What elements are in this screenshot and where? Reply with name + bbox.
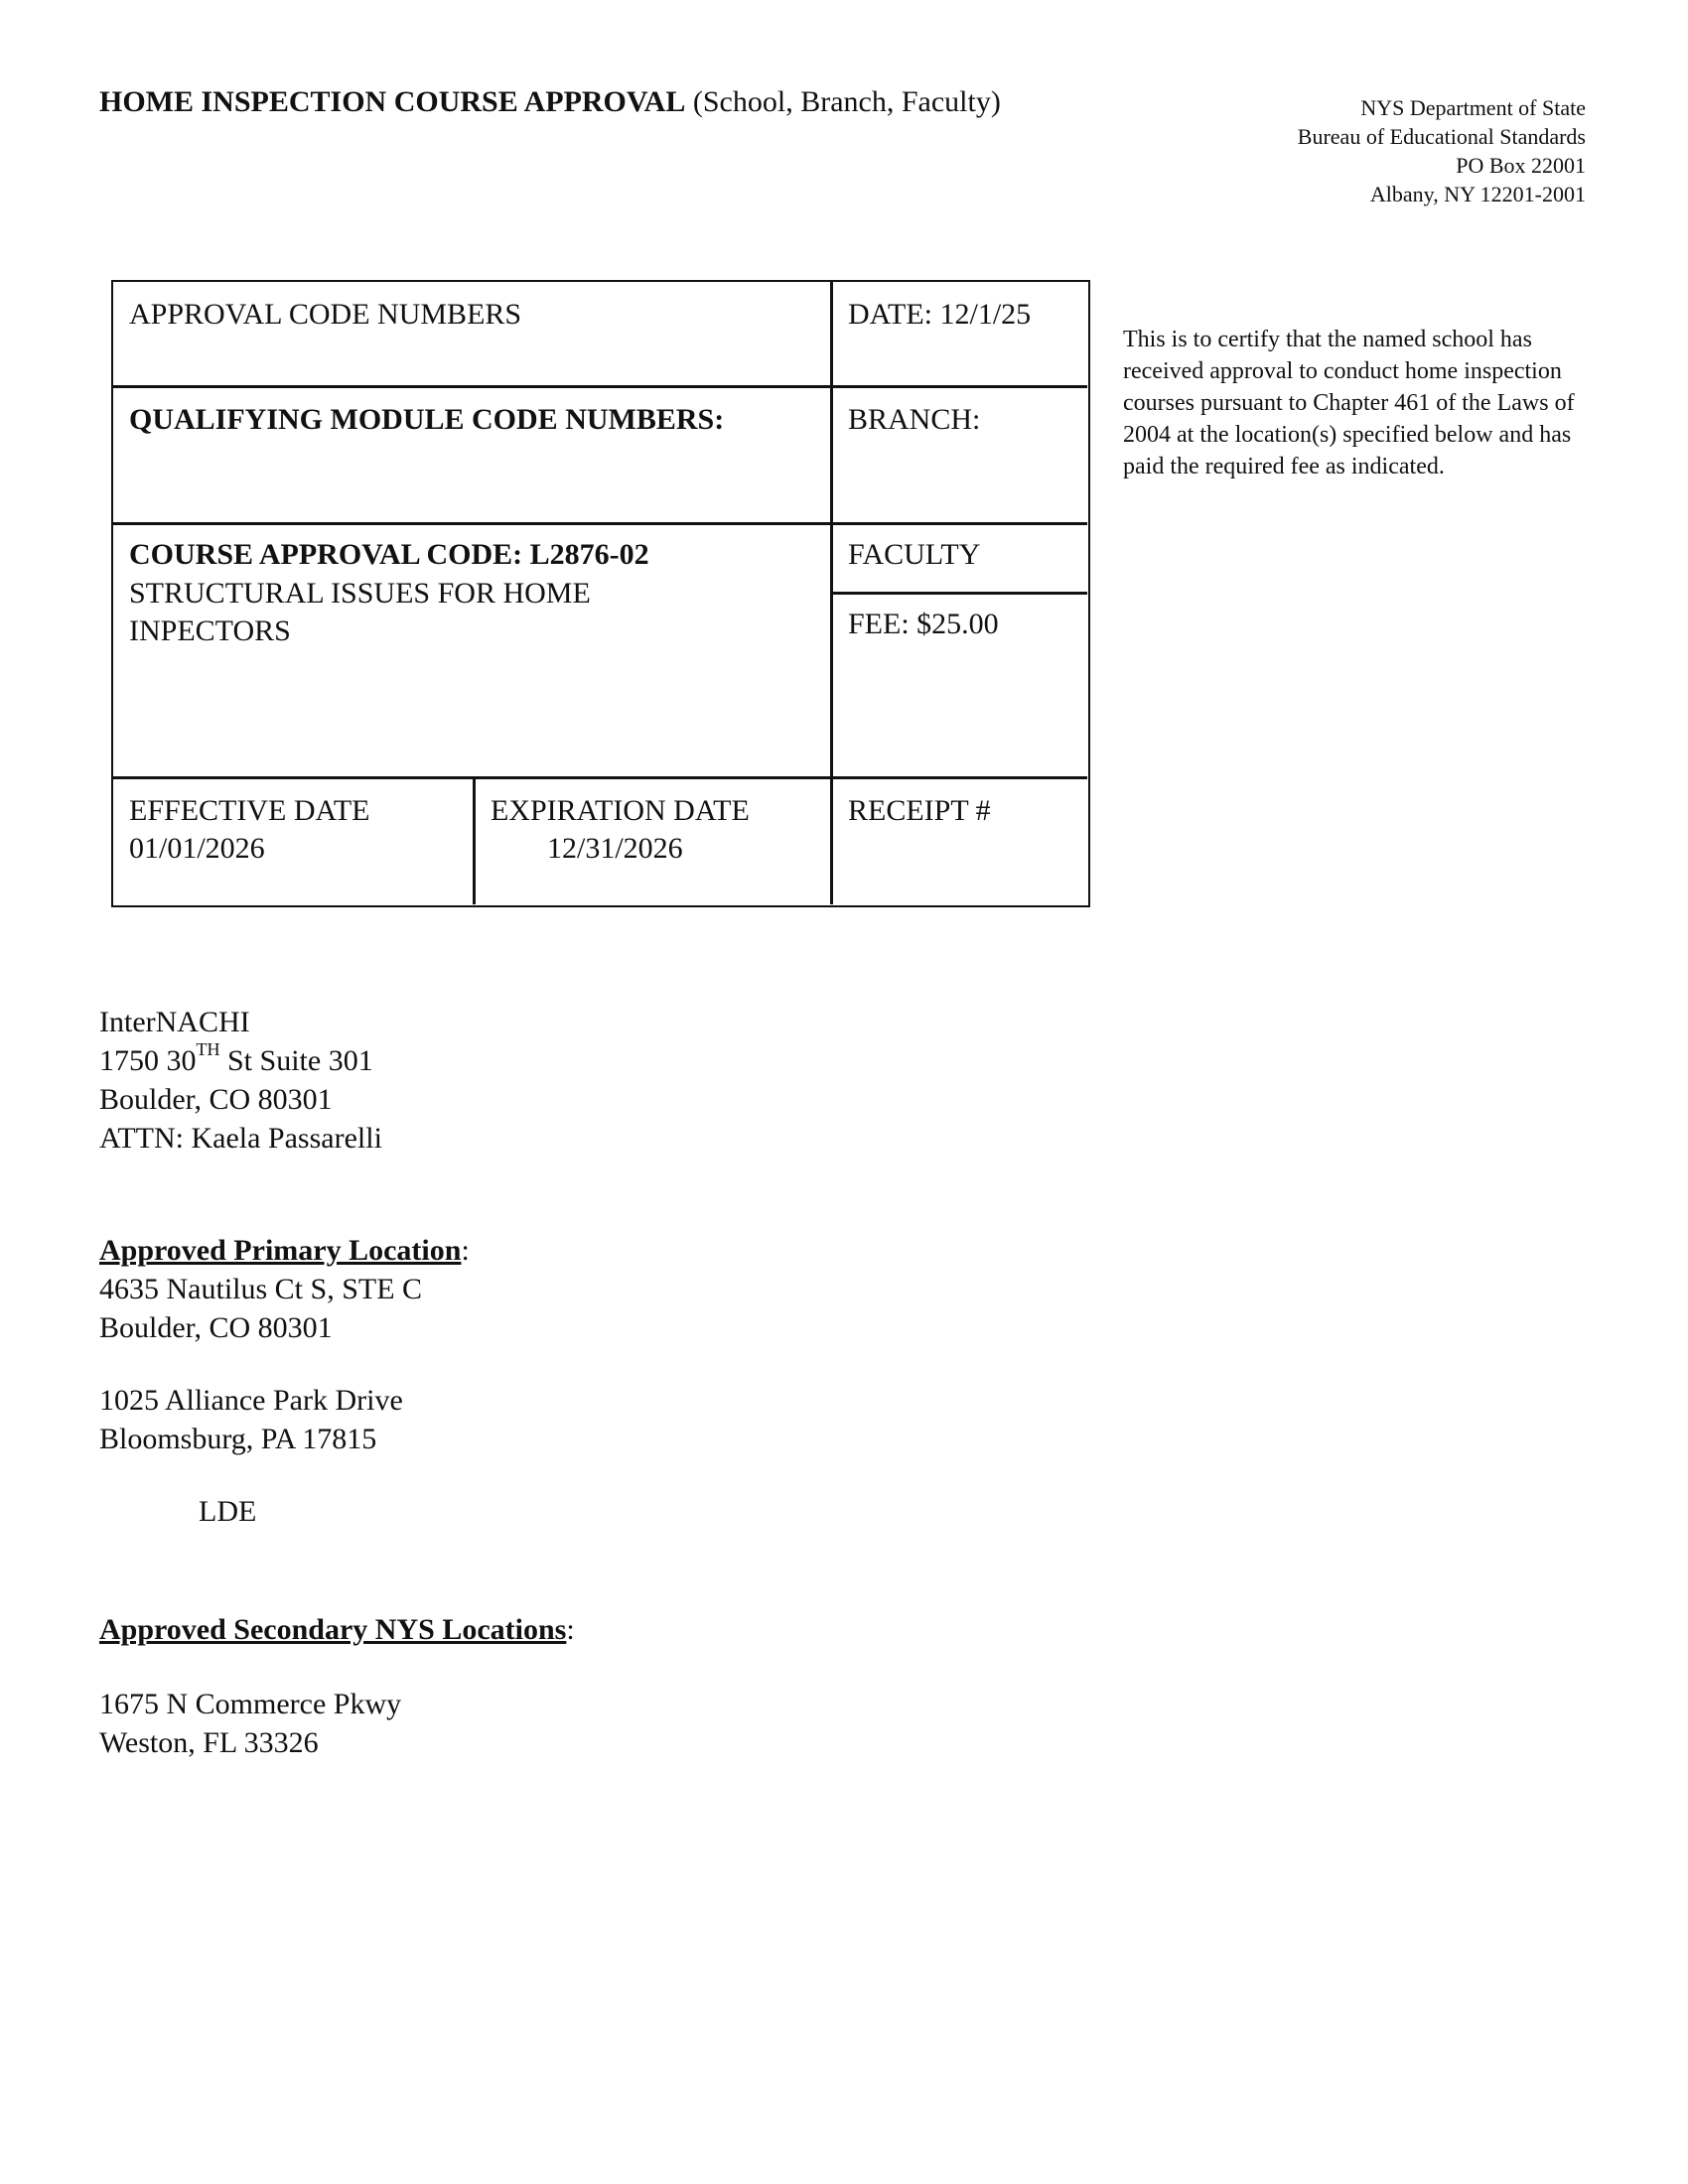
table-divider [113,385,1087,388]
street-ordinal: TH [196,1039,220,1059]
approval-codes-label: APPROVAL CODE NUMBERS [129,298,522,331]
fee-value: FEE: $25.00 [848,608,999,640]
table-divider [473,776,476,904]
secondary-location-section [99,1610,575,1762]
secondary-location-heading: Approved Secondary NYS Locations [99,1613,567,1646]
effective-date-label: EFFECTIVE DATE [129,794,370,827]
spacer [99,1347,470,1381]
effective-date-value: 01/01/2026 [129,832,265,865]
addressee-block [99,1003,382,1158]
primary-location-heading-line [99,1231,470,1270]
title-rest: (School, Branch, Faculty) [685,85,1001,118]
street-number: 1750 30 [99,1044,197,1077]
secondary-location-address: Weston, FL 33326 [99,1726,319,1759]
heading-colon: : [566,1613,575,1646]
certification-statement: This is to certify that the named school has received approval to conduct home inspection courses pursuant to Chapter 461 of the Laws of 2004 at the location(s) specified below and has paid the required fee as indicated. [1123,327,1575,479]
table-divider [113,776,1087,779]
branch-label: BRANCH: [848,403,981,436]
course-title-line: STRUCTURAL ISSUES FOR HOME [129,577,591,610]
qualifying-module-label: QUALIFYING MODULE CODE NUMBERS: [129,403,725,436]
course-title-line: INPECTORS [129,614,291,647]
dept-line: Albany, NY 12201-2001 [1369,182,1586,206]
spacer [99,1458,470,1492]
table-divider [113,522,1087,525]
course-approval-code: COURSE APPROVAL CODE: L2876-02 [129,538,649,571]
secondary-location-heading-line [99,1610,575,1649]
department-address [1298,93,1586,208]
heading-colon: : [461,1234,470,1267]
dept-line: PO Box 22001 [1456,153,1586,178]
document-title [99,85,1001,119]
primary-location-address: 4635 Nautilus Ct S, STE C [99,1273,423,1305]
receipt-label: RECEIPT # [848,794,991,827]
primary-location-heading: Approved Primary Location [99,1234,462,1267]
secondary-location-address: 1675 N Commerce Pkwy [99,1688,402,1720]
approval-form-table [111,280,1090,907]
dept-line: NYS Department of State [1360,95,1586,120]
addressee-attn: ATTN: Kaela Passarelli [99,1122,382,1155]
dept-line: Bureau of Educational Standards [1297,124,1586,149]
addressee-name: InterNACHI [99,1006,250,1038]
title-bold: HOME INSPECTION COURSE APPROVAL [99,85,686,118]
primary-location-address: Boulder, CO 80301 [99,1311,333,1344]
street-rest: St Suite 301 [219,1044,373,1077]
faculty-label: FACULTY [848,538,981,571]
spacer [99,1649,575,1685]
primary-location-address: Bloomsburg, PA 17815 [99,1423,377,1455]
form-date: DATE: 12/1/25 [848,298,1032,331]
primary-location-section [99,1231,470,1531]
lde-note: LDE [199,1495,257,1528]
expiration-date-label: EXPIRATION DATE [491,794,750,827]
addressee-street [99,1041,382,1080]
expiration-date-value: 12/31/2026 [547,832,683,865]
table-divider [830,592,1087,595]
primary-location-address: 1025 Alliance Park Drive [99,1384,403,1417]
addressee-city: Boulder, CO 80301 [99,1083,333,1116]
